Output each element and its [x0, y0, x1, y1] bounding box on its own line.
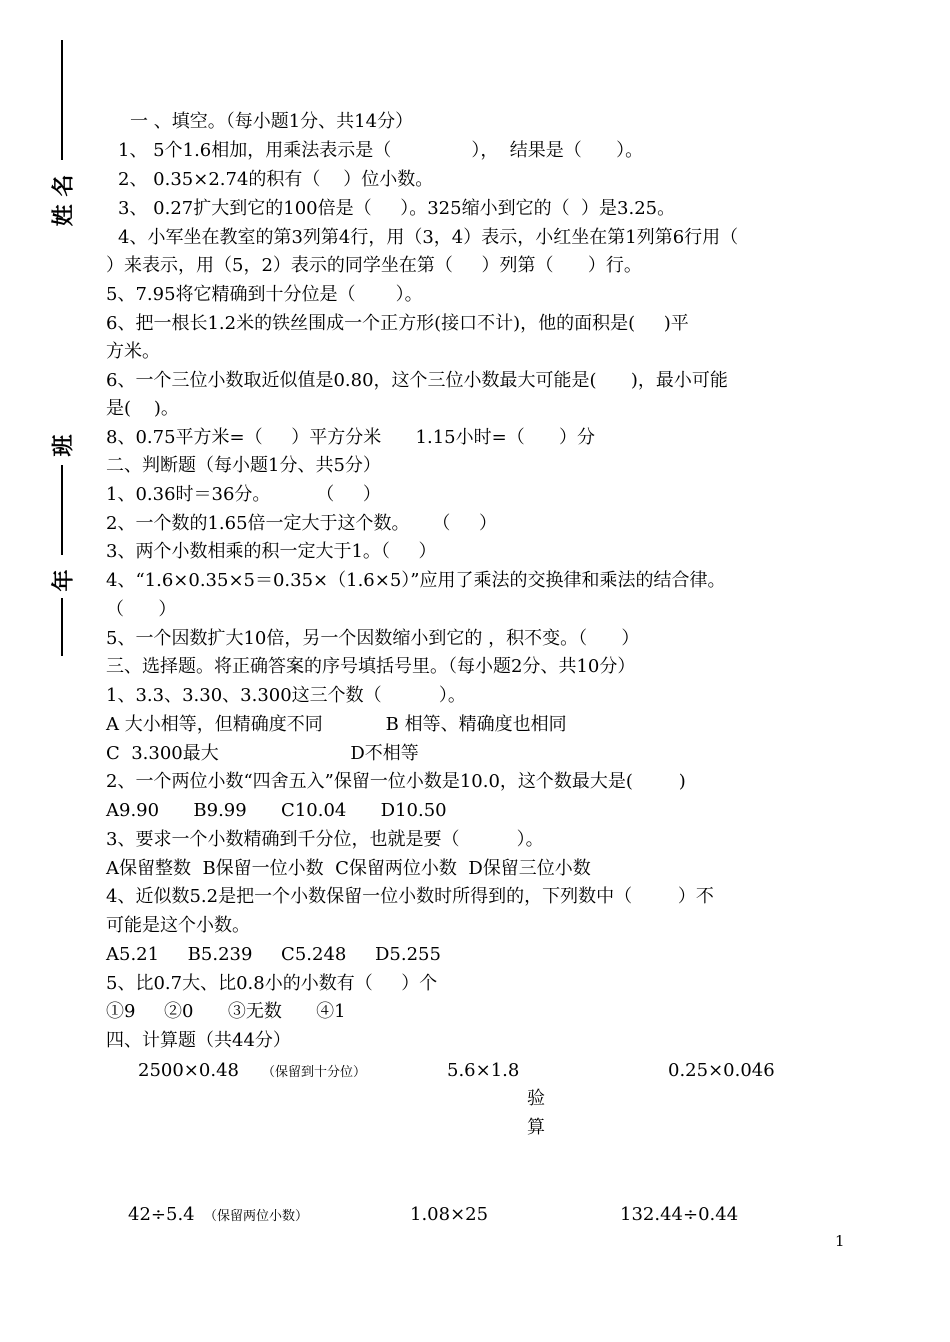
grade-label: 年 [50, 569, 77, 592]
calc-r2c2: 1.08×25 [410, 1204, 489, 1225]
q3-2-options: A9.90 B9.99 C10.04 D10.50 [106, 800, 447, 821]
q3-2: 2、一个两位小数“四舍五入”保留一位小数是10.0，这个数最大是( ) [106, 771, 686, 792]
q1-6a: 6、把一根长1.2米的铁丝围成一个正方形(接口不计)，他的面积是( )平 [106, 313, 689, 334]
q3-1: 1、3.3、3.30、3.300这三个数（ ）。 [106, 685, 466, 706]
calc-r2c1-note: （保留两位小数） [204, 1209, 309, 1224]
calc-r2c1: 42÷5.4 [128, 1204, 195, 1225]
check-label-1: 验 [527, 1088, 545, 1109]
q3-5-options: ①9 ②0 ③无数 ④1 [106, 1001, 346, 1022]
q1-5: 5、7.95将它精确到十分位是（ ）。 [106, 284, 423, 305]
q2-1: 1、0.36时＝36分。 （ ） [106, 484, 381, 505]
calc-r1c1: 2500×0.48 [138, 1060, 239, 1081]
calc-r1c1-note: （保留到十分位） [262, 1065, 367, 1080]
calc-r1c3: 0.25×0.046 [668, 1060, 775, 1081]
name-label: 姓 名 [50, 174, 77, 227]
q3-3-options: A保留整数 B保留一位小数 C保留两位小数 D保留三位小数 [106, 858, 591, 879]
q3-3: 3、要求一个小数精确到千分位，也就是要（ ）。 [106, 829, 544, 850]
section-4-title: 四、计算题（共44分） [106, 1030, 291, 1051]
section-1-title: 一 、填空。（每小题1分、共14分） [130, 111, 414, 132]
q3-4a: 4、近似数5.2是把一个小数保留一位小数时所得到的，下列数中（ ）不 [106, 886, 714, 907]
check-label-2: 算 [527, 1117, 545, 1138]
q1-4b: ）来表示，用（5，2）表示的同学坐在第（ ）列第（ ）行。 [106, 255, 642, 276]
page-number: 1 [835, 1232, 845, 1250]
q1-2: 2、 0.35×2.74的积有（ ）位小数。 [118, 169, 434, 190]
calc-r1c2: 5.6×1.8 [447, 1060, 520, 1081]
q2-2: 2、一个数的1.65倍一定大于这个数。 （ ） [106, 513, 498, 534]
q1-6b: 方米。 [106, 341, 160, 362]
q2-4a: 4、“1.6×0.35×5＝0.35×（1.6×5）”应用了乘法的交换律和乘法的结合律。 [106, 570, 726, 591]
q3-1-options-cd: C 3.300最大 D不相等 [106, 743, 419, 764]
q2-5: 5、一个因数扩大10倍，另一个因数缩小到它的 ，积不变。（ ） [106, 628, 640, 649]
q1-4a: 4、小军坐在教室的第3列第4行，用（3，4）表示，小红坐在第1列第6行用（ [118, 227, 739, 248]
q1-7b: 是( )。 [106, 398, 179, 419]
q2-4b: （ ） [106, 599, 177, 620]
section-2-title: 二、判断题（每小题1分、共5分） [106, 455, 381, 476]
q3-4-options: A5.21 B5.239 C5.248 D5.255 [106, 944, 441, 965]
class-label: 班 [50, 434, 77, 457]
q2-3: 3、两个小数相乘的积一定大于1。（ ） [106, 541, 437, 562]
q3-4b: 可能是这个小数。 [106, 915, 250, 936]
q3-1-options-ab: A 大小相等，但精确度不同 B 相等、精确度也相同 [106, 714, 567, 735]
section-3-title: 三、选择题。将正确答案的序号填括号里。（每小题2分、共10分） [106, 656, 636, 677]
q1-7a: 6、一个三位小数取近似值是0.80，这个三位小数最大可能是( )，最小可能 [106, 370, 728, 391]
q3-5: 5、比0.7大、比0.8小的小数有（ ）个 [106, 973, 438, 994]
q1-3: 3、 0.27扩大到它的100倍是（ ）。325缩小到它的（ ）是3.25。 [118, 198, 676, 219]
q1-8: 8、0.75平方米=（ ）平方分米 1.15小时=（ ）分 [106, 427, 596, 448]
calc-r2c3: 132.44÷0.44 [620, 1204, 739, 1225]
q1-1: 1、 5个1.6相加，用乘法表示是（ ）， 结果是（ ）。 [118, 140, 644, 161]
